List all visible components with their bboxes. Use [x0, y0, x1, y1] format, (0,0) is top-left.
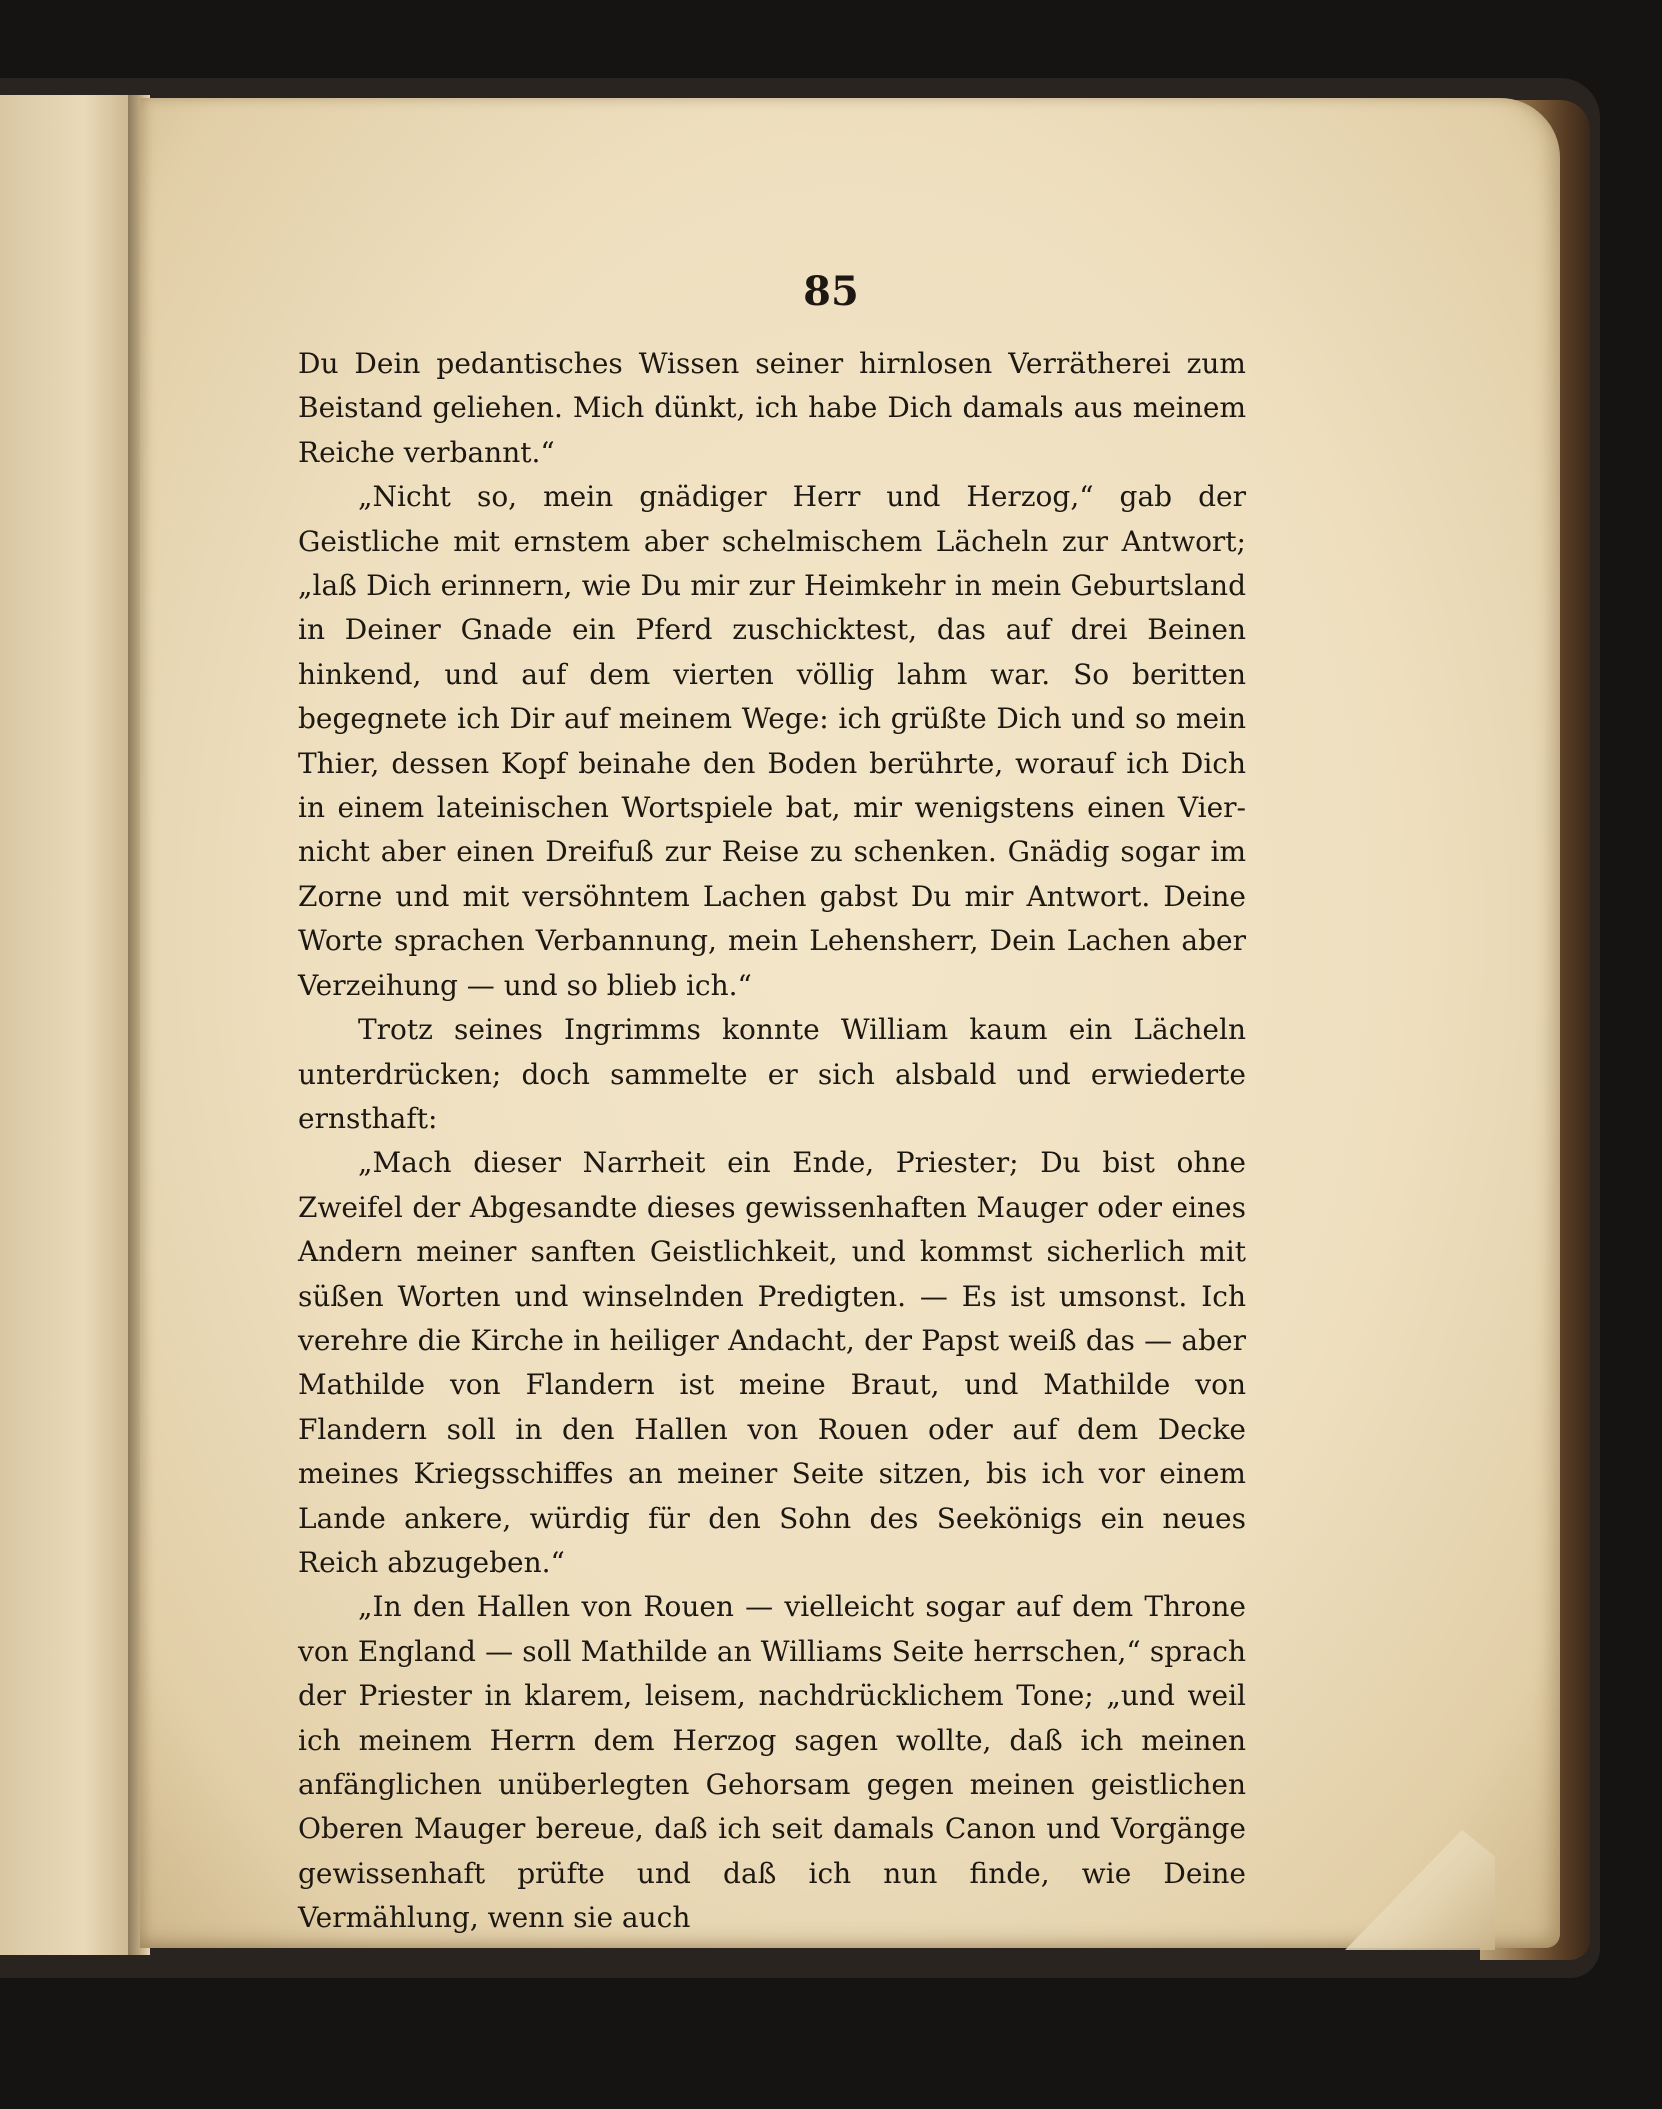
- paragraph: „Mach dieser Narrheit ein Ende, Priester; Du bist ohne Zweifel der Abgesandte dieses gewissenhaften Mauger oder eines Andern meiner sanften Geistlichkeit, und kommst sicherlich mit süßen Worten und winselnden Predigten. — Es ist umsonst. Ich verehre die Kirche in heiliger Andacht, der Papst weiß das — aber Mathilde von Flandern ist meine Braut, und Mathilde von Flandern soll in den Hallen von Rouen oder auf dem Decke meines Kriegsschiffes an meiner Seite sitzen, bis ich vor einem Lande ankere, würdig für den Sohn des Seekönigs ein neues Reich abzugeben.“: [298, 1146, 1246, 1579]
- page-number: 85: [803, 268, 859, 315]
- paragraph: „In den Hallen von Rouen — vielleicht sogar auf dem Throne von England — soll Mathilde an Williams Seite herrschen,“ sprach der Priester in klarem, leisem, nachdrücklichem Tone; „und weil ich meinem Herrn dem Herzog sagen wollte, daß ich meinen anfänglichen unüberlegten Gehorsam gegen meinen geistlichen Oberen Mauger bereue, daß ich seit damals Canon und Vorgänge gewissenhaft prüfte und daß ich nun finde, wie Deine Vermählung, wenn sie auch: [298, 1590, 1246, 1935]
- paragraph: Trotz seines Ingrimms konnte William kaum ein Lächeln unterdrücken; doch sammelte er sich alsbald und erwiederte ernsthaft:: [298, 1013, 1246, 1135]
- paragraph: „Nicht so, mein gnädiger Herr und Herzog,“ gab der Geistliche mit ernstem aber schelmischem Lächeln zur Antwort; „laß Dich erinnern, wie Du mir zur Heimkehr in mein Geburtsland in Deiner Gnade ein Pferd zuschicktest, das auf drei Beinen hinkend, und auf dem vierten völlig lahm war. So beritten begegnete ich Dir auf meinem Wege: ich grüßte Dich und so mein Thier, dessen Kopf beinahe den Boden berührte, worauf ich Dich in einem lateinischen Wortspiele bat, mir wenigstens einen Vier- nicht aber einen Dreifuß zur Reise zu schenken. Gnädig sogar im Zorne und mit versöhntem Lachen gabst Du mir Antwort. Deine Worte sprachen Verbannung, mein Lehensherr, Dein Lachen aber Verzeihung — und so blieb ich.“: [298, 480, 1246, 1002]
- facing-page-edge: [0, 95, 140, 1955]
- page-text: [298, 342, 1246, 1941]
- paragraph: Du Dein pedantisches Wissen seiner hirnlosen Verrätherei zum Beistand geliehen. Mich dünkt, ich habe Dich damals aus meinem Reiche verbannt.“: [298, 347, 1246, 469]
